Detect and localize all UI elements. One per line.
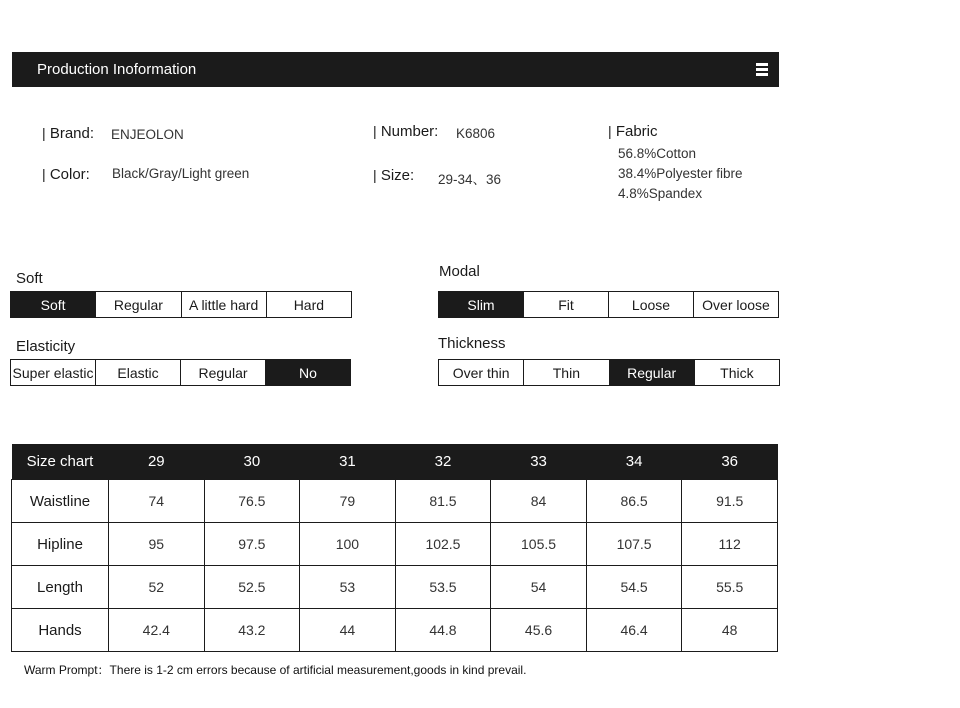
soft-option: Soft — [10, 291, 96, 318]
row-label: Length — [12, 566, 109, 609]
fabric-label-text: Fabric — [615, 123, 658, 140]
soft-option: Hard — [266, 291, 352, 318]
size-chart-header-row — [12, 444, 778, 480]
size-chart-header-cell: 30 — [204, 444, 300, 480]
table-cell: 107.5 — [586, 523, 682, 566]
brand-label — [42, 125, 94, 142]
modal-scale — [438, 291, 779, 318]
row-label: Waistline — [12, 480, 109, 523]
bar-marker: | — [373, 167, 377, 183]
table-cell: 54.5 — [586, 566, 682, 609]
size-chart-header-cell: 33 — [491, 444, 587, 480]
thickness-option: Thick — [694, 359, 780, 386]
elasticity-title: Elasticity — [16, 338, 76, 355]
elasticity-option: Regular — [180, 359, 266, 386]
bar-marker: | — [42, 125, 46, 141]
size-chart-table — [11, 444, 778, 652]
fabric-label — [608, 123, 658, 140]
number-value: K6806 — [456, 126, 496, 141]
thickness-scale — [438, 359, 780, 386]
table-cell: 53.5 — [395, 566, 491, 609]
size-chart-header-cell: 29 — [109, 444, 205, 480]
soft-scale — [10, 291, 352, 318]
row-label: Hipline — [12, 523, 109, 566]
table-cell: 45.6 — [491, 609, 587, 652]
elasticity-option: Super elastic — [10, 359, 96, 386]
size-label-text: Size: — [380, 167, 415, 184]
modal-option: Fit — [523, 291, 609, 318]
section-title: Production Inoformation — [37, 61, 197, 78]
table-cell: 100 — [300, 523, 396, 566]
table-cell: 112 — [682, 523, 778, 566]
modal-title: Modal — [439, 263, 480, 280]
warm-prompt-note: Warm Prompt：There is 1-2 cm errors because of artificial measurement,goods in kind prevail. — [24, 663, 527, 677]
size-chart-header-cell: 36 — [682, 444, 778, 480]
elasticity-option: Elastic — [95, 359, 181, 386]
table-cell: 52 — [109, 566, 205, 609]
table-cell: 44 — [300, 609, 396, 652]
table-cell: 44.8 — [395, 609, 491, 652]
table-row — [12, 480, 778, 523]
elasticity-scale — [10, 359, 351, 386]
bar-marker: | — [608, 123, 612, 139]
size-chart-header-cell: Size chart — [12, 444, 109, 480]
table-cell: 84 — [491, 480, 587, 523]
thickness-option: Thin — [523, 359, 609, 386]
size-chart-header-cell: 34 — [586, 444, 682, 480]
table-cell: 55.5 — [682, 566, 778, 609]
size-chart-header-cell: 31 — [300, 444, 396, 480]
brand-label-text: Brand: — [49, 125, 95, 142]
bar-marker: | — [373, 123, 377, 139]
table-cell: 91.5 — [682, 480, 778, 523]
soft-option: Regular — [95, 291, 181, 318]
table-row — [12, 609, 778, 652]
thickness-title: Thickness — [438, 335, 506, 352]
table-cell: 46.4 — [586, 609, 682, 652]
color-value: Black/Gray/Light green — [112, 166, 250, 181]
size-value: 29-34、36 — [438, 172, 502, 187]
thickness-option: Regular — [609, 359, 695, 386]
table-cell: 81.5 — [395, 480, 491, 523]
fabric-line: 38.4%Polyester fibre — [618, 166, 743, 181]
size-label — [373, 167, 414, 184]
color-label — [42, 166, 90, 183]
color-label-text: Color: — [49, 166, 90, 183]
table-cell: 102.5 — [395, 523, 491, 566]
modal-option: Over loose — [693, 291, 779, 318]
table-cell: 53 — [300, 566, 396, 609]
number-label — [373, 123, 438, 140]
row-label: Hands — [12, 609, 109, 652]
size-chart-header-cell: 32 — [395, 444, 491, 480]
fabric-line: 4.8%Spandex — [618, 186, 703, 201]
table-row — [12, 566, 778, 609]
thickness-option: Over thin — [438, 359, 524, 386]
bar-marker: | — [42, 166, 46, 182]
table-row — [12, 523, 778, 566]
fabric-composition — [618, 144, 743, 204]
table-cell: 76.5 — [204, 480, 300, 523]
table-cell: 79 — [300, 480, 396, 523]
elasticity-option: No — [265, 359, 351, 386]
table-cell: 97.5 — [204, 523, 300, 566]
section-header — [12, 52, 779, 87]
brand-value: ENJEOLON — [111, 127, 184, 142]
soft-title: Soft — [16, 270, 43, 287]
fabric-line: 56.8%Cotton — [618, 146, 697, 161]
modal-option: Slim — [438, 291, 524, 318]
table-cell: 52.5 — [204, 566, 300, 609]
modal-option: Loose — [608, 291, 694, 318]
table-cell: 95 — [109, 523, 205, 566]
table-cell: 43.2 — [204, 609, 300, 652]
table-cell: 54 — [491, 566, 587, 609]
table-cell: 42.4 — [109, 609, 205, 652]
table-cell: 74 — [109, 480, 205, 523]
table-cell: 48 — [682, 609, 778, 652]
soft-option: A little hard — [181, 291, 267, 318]
table-cell: 105.5 — [491, 523, 587, 566]
table-cell: 86.5 — [586, 480, 682, 523]
number-label-text: Number: — [380, 123, 439, 140]
hamburger-menu-icon[interactable] — [756, 63, 768, 76]
